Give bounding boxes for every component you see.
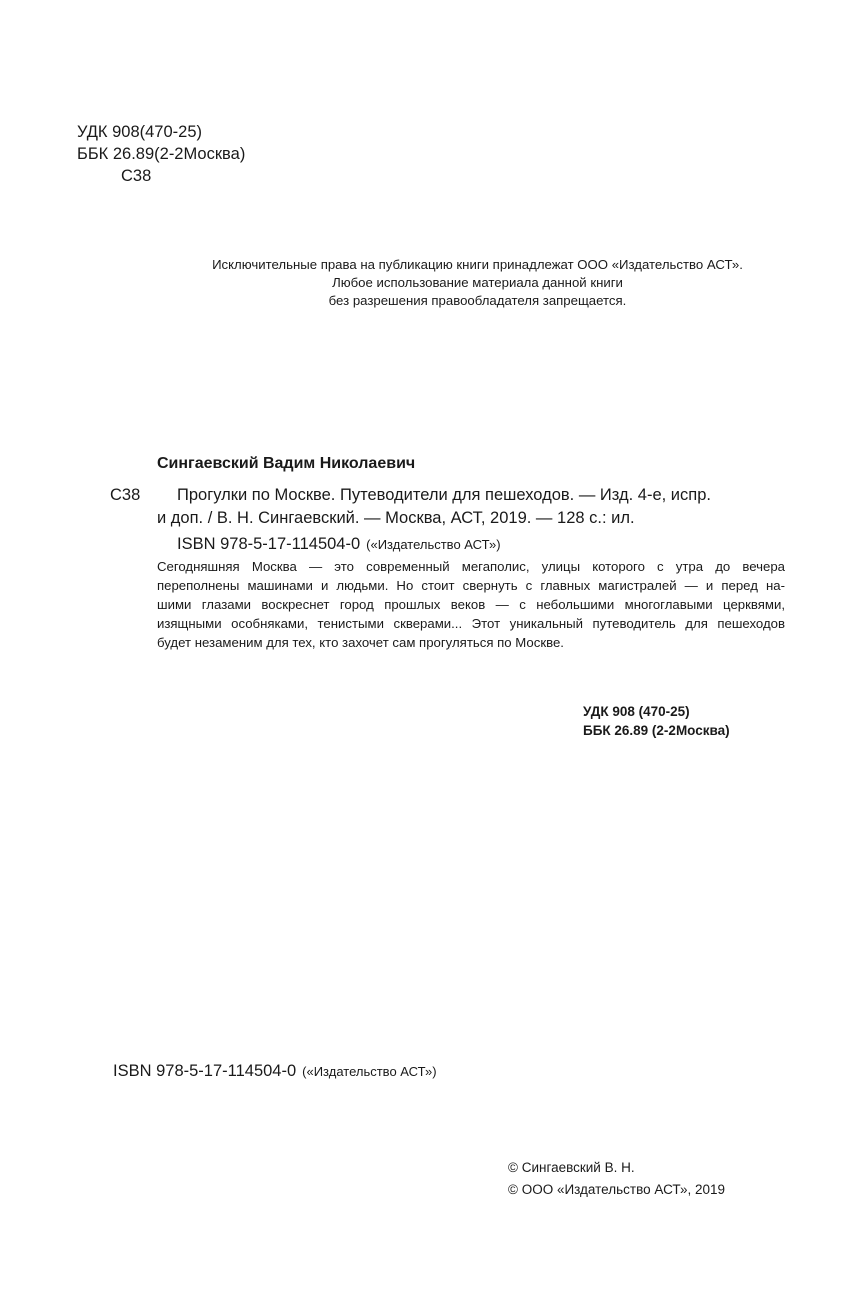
udk-top: УДК 908(470-25): [77, 123, 203, 141]
udk-right: УДК 908 (470-25): [583, 704, 690, 719]
entry-code: С38: [110, 486, 141, 504]
author-name: Сингаевский Вадим Николаевич: [157, 455, 416, 472]
isbn-number: ISBN 978-5-17-114504-0: [177, 535, 361, 553]
rights-line: Исключительные права на публикацию книги принадлежат ООО «Издательство АСТ».: [212, 257, 743, 272]
annotation-line: изящными особняками, тенистыми скверами... Этот уникальный путеводитель для пешеходов: [157, 616, 785, 631]
isbn-publisher: («Издательство АСТ»): [366, 537, 501, 552]
annotation-line: шими глазами воскреснет город прошлых веков — с небольшими многоглавыми церквями,: [157, 597, 785, 612]
copyright-publisher: © ООО «Издательство АСТ», 2019: [508, 1182, 726, 1197]
isbn-number: ISBN 978-5-17-114504-0: [113, 1062, 297, 1080]
annotation: [157, 557, 785, 652]
isbn-entry: [177, 533, 501, 556]
isbn-publisher: («Издательство АСТ»): [302, 1064, 437, 1079]
copyright-author: © Сингаевский В. Н.: [508, 1160, 635, 1175]
annotation-line: будет незаменим для тех, кто захочет сам прогуляться по Москве.: [157, 635, 564, 650]
rights-notice: [150, 256, 805, 310]
author-code-top: С38: [121, 167, 152, 185]
bbk-right: ББК 26.89 (2-2Москва): [583, 723, 730, 738]
annotation-line: переполнены машинами и людьми. Но стоит свернуть с главных магистралей — и перед на-: [157, 578, 785, 593]
entry-line-2: и доп. / В. Н. Сингаевский. — Москва, АСТ, 2019. — 128 с.: ил.: [157, 509, 635, 527]
isbn-bottom: [113, 1060, 437, 1083]
annotation-line: Сегодняшняя Москва — это современный мегаполис, улицы которого с утра до вечера: [157, 559, 785, 574]
entry-line-1: Прогулки по Москве. Путеводители для пешеходов. — Изд. 4-е, испр.: [177, 486, 711, 504]
bbk-top: ББК 26.89(2-2Москва): [77, 145, 246, 163]
rights-line: без разрешения правообладателя запрещается.: [328, 293, 627, 308]
rights-line: Любое использование материала данной книги: [332, 275, 623, 290]
